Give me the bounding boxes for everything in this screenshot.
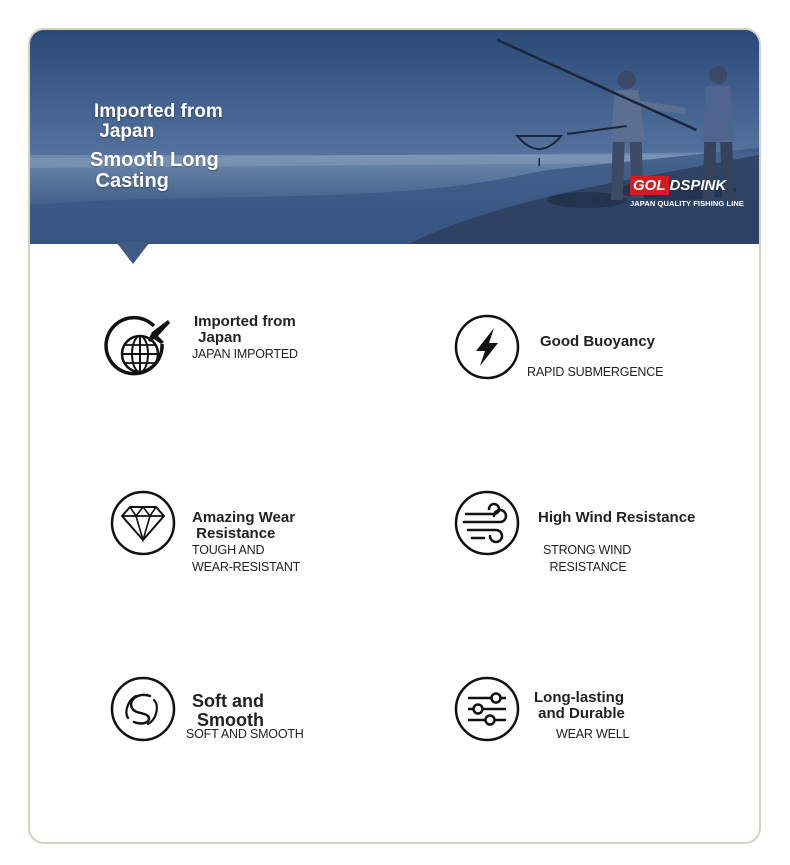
brand-logo bbox=[630, 176, 744, 208]
feature-title: High Wind Resistance bbox=[538, 509, 696, 526]
feature-title: Imported from Japan bbox=[194, 313, 296, 346]
globe-plane-icon bbox=[104, 314, 170, 380]
feature-title: Good Buoyancy bbox=[540, 333, 656, 350]
banner-headline-casting: Smooth Long Casting bbox=[90, 149, 219, 192]
feature-subtitle: SOFT AND SMOOTH bbox=[186, 727, 304, 741]
feature-subtitle: TOUGH AND WEAR-RESISTANT bbox=[192, 543, 301, 574]
feature-card bbox=[28, 28, 761, 844]
feature-title: Soft and Smooth bbox=[192, 691, 264, 730]
logo-tagline: JAPAN QUALITY FISHING LINE bbox=[630, 199, 744, 208]
feature-subtitle: STRONG WIND RESISTANCE bbox=[543, 543, 632, 574]
logo-white-part: DSPINK bbox=[669, 177, 727, 194]
logo-red-part: GOL bbox=[630, 176, 669, 195]
feature-title: Amazing Wear Resistance bbox=[192, 509, 296, 542]
feature-subtitle: RAPID SUBMERGENCE bbox=[527, 365, 664, 379]
banner-pointer bbox=[116, 242, 150, 264]
sliders-icon bbox=[454, 676, 520, 742]
feature-subtitle: WEAR WELL bbox=[556, 727, 630, 741]
soft-loop-icon bbox=[110, 676, 176, 742]
feature-subtitle: JAPAN IMPORTED bbox=[192, 347, 298, 361]
hero-banner bbox=[30, 30, 759, 244]
diamond-icon bbox=[110, 490, 176, 556]
wind-icon bbox=[454, 490, 520, 556]
banner-headline-imported: Imported from Japan bbox=[94, 101, 223, 142]
feature-title: Long-lasting and Durable bbox=[534, 689, 625, 722]
lightning-icon bbox=[454, 314, 520, 380]
